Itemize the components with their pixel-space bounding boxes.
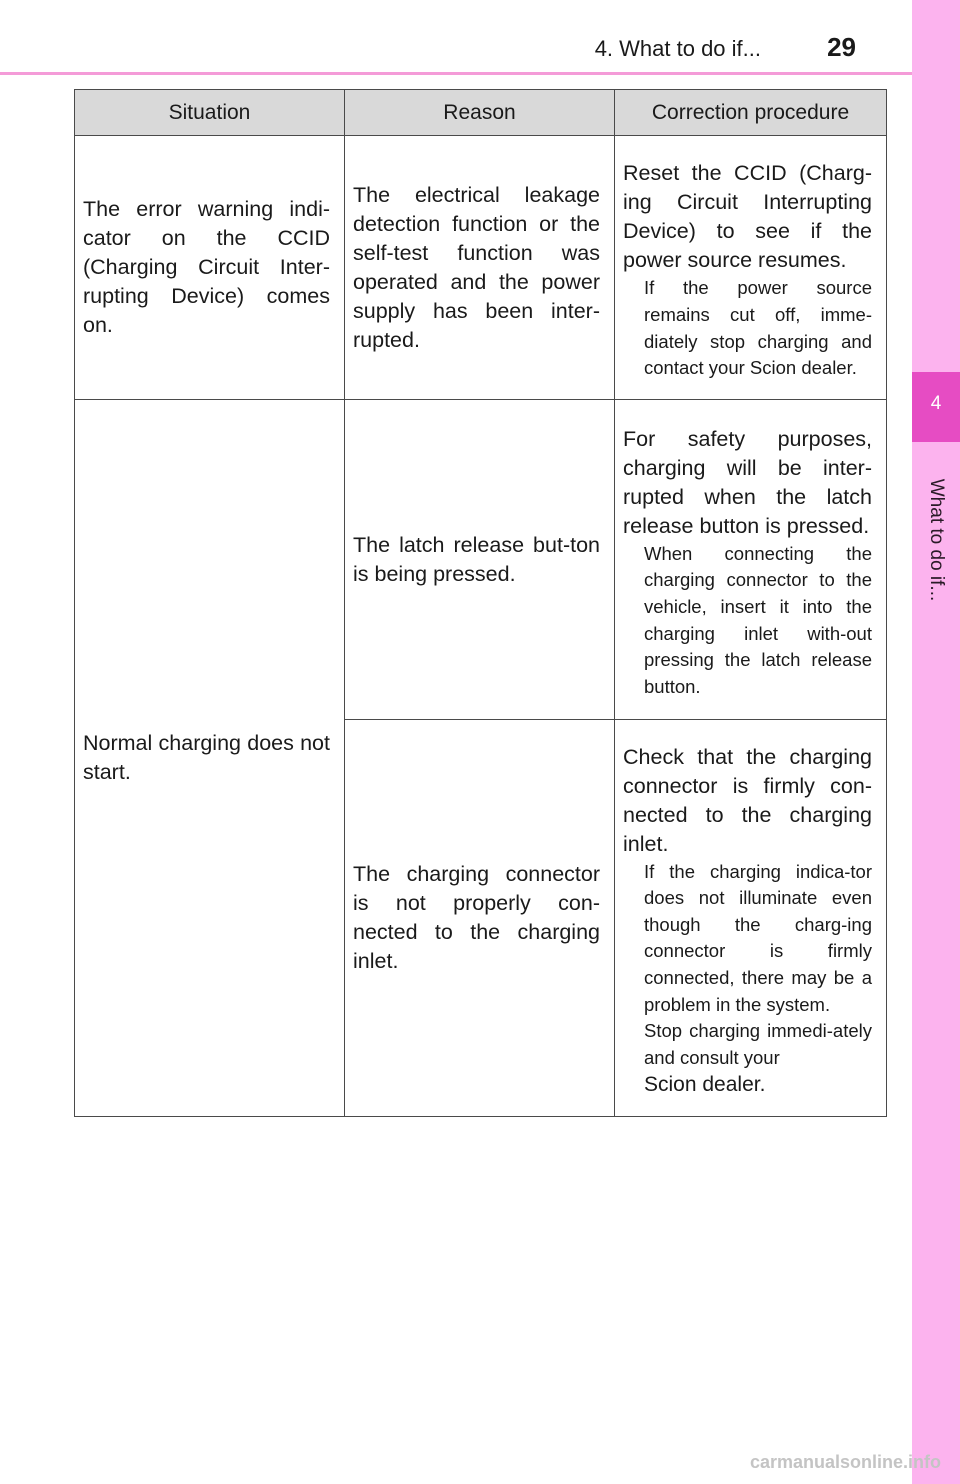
chapter-number: 4 — [930, 393, 942, 414]
procedure-note: If the charging indica-tor does not illuminate even though the charg-ing connector is firmly connected, there may be a problem in the system. — [644, 860, 872, 1015]
situation-cell — [75, 136, 345, 400]
procedure-note-3: Scion dealer. — [644, 1073, 766, 1097]
table-row — [75, 136, 887, 400]
reason-text: The charging connector is not properly con-nected to the charging inlet. — [353, 862, 600, 973]
procedure-text: Check that the charging connector is firmly con-nected to the charging inlet. — [623, 744, 872, 856]
page-number: 29 — [827, 32, 856, 62]
section-title: 4. What to do if... — [594, 36, 761, 61]
troubleshooting-table — [74, 89, 887, 1117]
procedure-cell — [615, 136, 887, 400]
procedure-text: For safety purposes, charging will be inter-rupted when the latch release button is pressed. — [623, 426, 872, 538]
procedure-note-2: Stop charging immedi-ately and consult your — [644, 1020, 872, 1068]
watermark: carmanualsonline.info — [750, 1452, 942, 1472]
column-header-reason: Reason — [345, 90, 615, 136]
chapter-side-tab — [912, 0, 960, 1484]
situation-text: The error warning indi-cator on the CCID (Charging Circuit Inter-rupting Device) comes on. — [83, 197, 330, 337]
procedure-note: If the power source remains cut off, imme-diately stop charging and contact your Scion dealer. — [644, 277, 872, 379]
table-row — [75, 400, 887, 720]
reason-cell — [345, 720, 615, 1117]
procedure-cell — [615, 400, 887, 720]
situation-text: Normal charging does not start. — [83, 731, 330, 784]
procedure-cell — [615, 720, 887, 1117]
reason-cell — [345, 136, 615, 400]
table-header-row — [75, 90, 887, 136]
chapter-title: What to do if... — [926, 478, 947, 602]
procedure-text: Reset the CCID (Charg-ing Circuit Interrupting Device) to see if the power source resumes. — [623, 161, 872, 273]
reason-cell — [345, 400, 615, 720]
situation-cell — [75, 400, 345, 1117]
column-header-situation: Situation — [75, 90, 345, 136]
page-header — [0, 0, 912, 75]
procedure-note: When connecting the charging connector to the vehicle, insert it into the charging inlet with-out pressing the latch release button. — [644, 542, 872, 697]
reason-text: The electrical leakage detection function or the self-test function was operated and the power supply has been inter-rupted. — [353, 182, 600, 352]
chapter-number-box — [912, 372, 960, 442]
reason-text: The latch release but-ton is being pressed. — [353, 532, 600, 586]
column-header-procedure: Correction procedure — [615, 90, 887, 136]
